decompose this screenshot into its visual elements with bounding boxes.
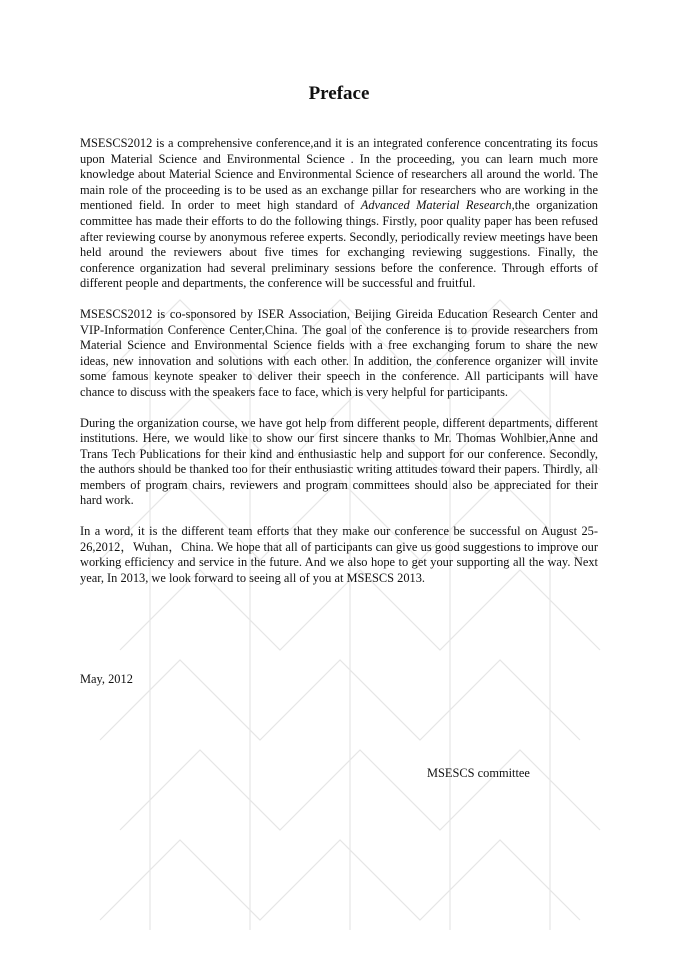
- date: May, 2012: [80, 672, 133, 686]
- paragraph-3-text: During the organization course, we have got help from different people, different departments, different institutions. Here, we would like to show our first sincere thanks to Mr. Thomas Wohlbier,Anne and Trans Tech Publications for their kind and enthusiastic help and support for our conference. Secondly, the authors should be thanked too for their enthusiastic writing attitudes toward their papers. Thirdly, all members of program chairs, reviewers and program committees should also be appreciated for their hard work.: [80, 415, 598, 508]
- paragraph-2-text: MSESCS2012 is co-sponsored by ISER Association, Beijing Gireida Education Research Center and VIP-Information Conference Center,China. The goal of the conference is to provide researchers from Material Science and Environmental Science fields with a free exchanging forum to share the new ideas, new innovation and solutions with each other. In addition, the conference organizer will invite some famous keynote speaker to deliver their speech in the conference. All participants will have chance to discuss with the speakers face to face, which is very helpful for participants.: [80, 306, 598, 399]
- journal-title: Advanced Material Research,: [360, 198, 515, 213]
- paragraph-1-text: MSESCS2012 is a comprehensive conference,and it is an integrated conference concentrating its focus upon Material Science and Environmental Science . In the proceeding, you can learn much more knowledge about Material Science and Environmental Science of researchers all around the world. The main role of the proceeding is to be used as an exchange pillar for researchers who are working in the mentioned field. In order to meet high standard of: [80, 136, 598, 213]
- paragraph-4: [80, 524, 598, 586]
- preface-body: [80, 136, 598, 601]
- paragraph-3: [80, 416, 598, 510]
- paragraph-1: [80, 136, 598, 292]
- paragraph-1-text-cont: the organization committee has made their efforts to do the following things. Firstly, poor quality paper has been refused after reviewing course by anonymous referee experts. Secondly, periodically review meetings have been held around the reviewers about five times for exchanging reviewing suggestions. Finally, the conference organization had several preliminary sessions before the conference. Through efforts of different people and departments, the conference will be successful and fruitful.: [80, 198, 598, 291]
- page-title: Preface: [308, 83, 370, 104]
- paragraph-4-text: In a word, it is the different team efforts that they make our conference be successful on August 25-26,2012，Wuhan，China. We hope that all of participants can give us good suggestions to improve our working efficiency and service in the future. And we also hope to get your supporting all the way. Next year, In 2013, we look forward to seeing all of you at MSESCS 2013.: [80, 524, 598, 585]
- signature: MSESCS committee: [427, 766, 530, 780]
- paragraph-2: [80, 307, 598, 401]
